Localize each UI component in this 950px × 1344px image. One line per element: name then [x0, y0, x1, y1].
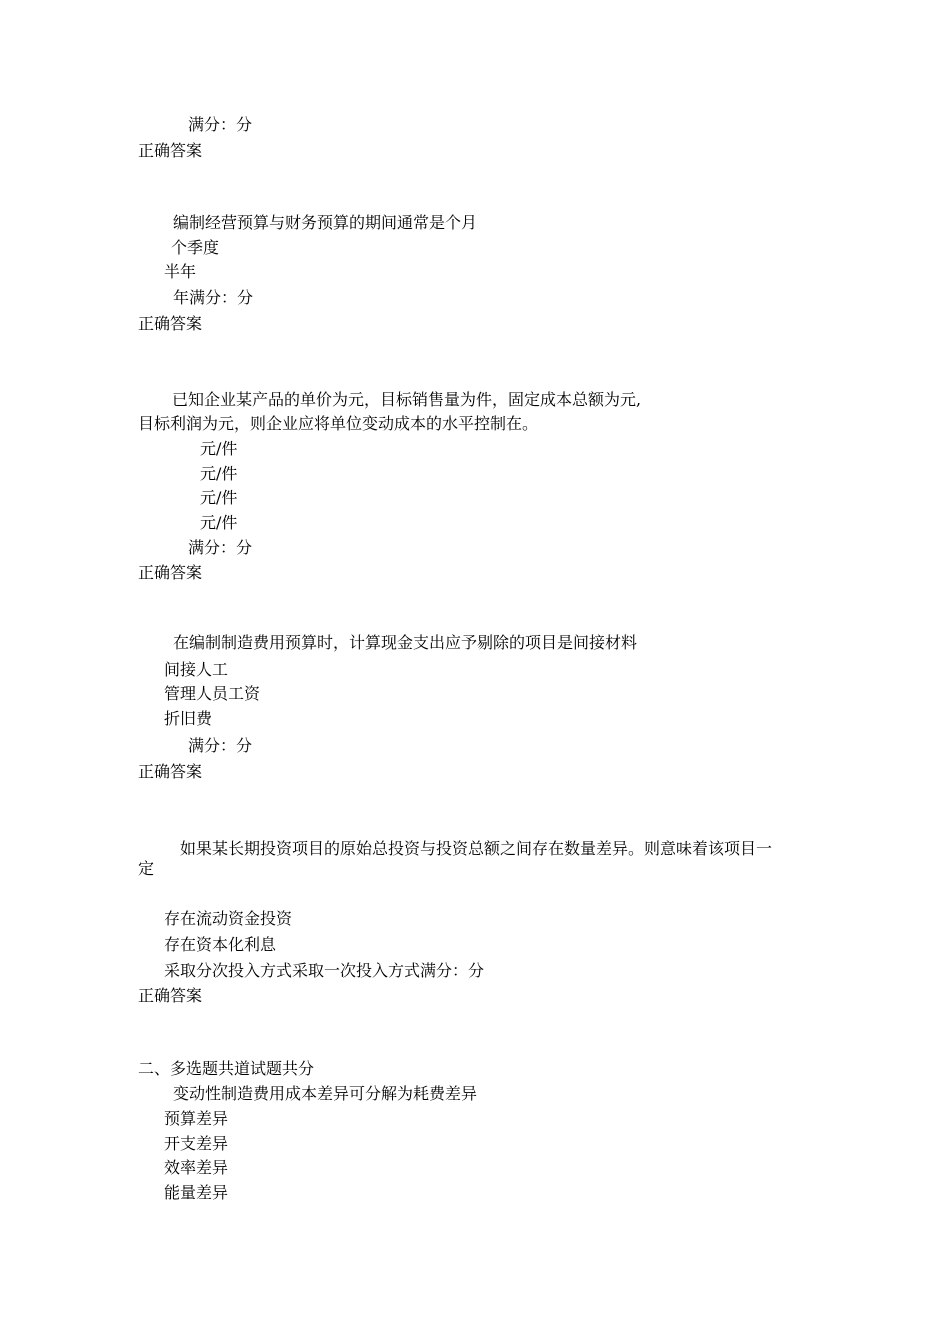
s2-q1-option: 效率差异: [164, 1158, 229, 1177]
q3-option: 间接人工: [164, 660, 229, 679]
q4-stem-line1: 如果某长期投资项目的原始总投资与投资总额之间存在数量差异。则意味着该项目一: [180, 839, 773, 858]
s2-q1-option: 开支差异: [164, 1134, 229, 1153]
q1-option: 年满分：分: [173, 288, 254, 307]
q2-option: 元/件: [200, 488, 238, 507]
q2-answer: 正确答案: [138, 563, 203, 582]
q0-answer: 正确答案: [138, 141, 203, 160]
q1-answer: 正确答案: [138, 314, 203, 333]
q2-option: 元/件: [200, 513, 238, 532]
q2-option: 元/件: [200, 464, 238, 483]
section-heading: 二、多选题共道试题共分: [138, 1059, 315, 1078]
q4-option: 存在资本化利息: [164, 935, 277, 954]
q1-stem: 编制经营预算与财务预算的期间通常是个月: [173, 213, 478, 232]
s2-q1-stem: 变动性制造费用成本差异可分解为耗费差异: [173, 1084, 478, 1103]
q2-stem-line1: 已知企业某产品的单价为元，目标销售量为件，固定成本总额为元,: [172, 390, 642, 409]
q3-score: 满分：分: [188, 736, 253, 755]
s2-q1-option: 能量差异: [164, 1183, 229, 1202]
q4-option: 采取分次投入方式采取一次投入方式满分：分: [164, 961, 485, 980]
q4-answer: 正确答案: [138, 986, 203, 1005]
q0-score: 满分：分: [188, 115, 253, 134]
q3-option: 折旧费: [164, 709, 213, 728]
q2-stem-line2: 目标利润为元，则企业应将单位变动成本的水平控制在。: [138, 414, 539, 433]
q2-option: 元/件: [200, 439, 238, 458]
q3-option: 管理人员工资: [164, 684, 261, 703]
q3-stem: 在编制制造费用预算时，计算现金支出应予剔除的项目是间接材料: [173, 633, 638, 652]
q2-score: 满分：分: [188, 538, 253, 557]
s2-q1-option: 预算差异: [164, 1109, 229, 1128]
q4-option: 存在流动资金投资: [164, 909, 293, 928]
q3-answer: 正确答案: [138, 762, 203, 781]
q1-option: 个季度: [171, 238, 220, 257]
q1-option: 半年: [164, 262, 197, 281]
q4-stem-line2: 定: [138, 859, 155, 878]
